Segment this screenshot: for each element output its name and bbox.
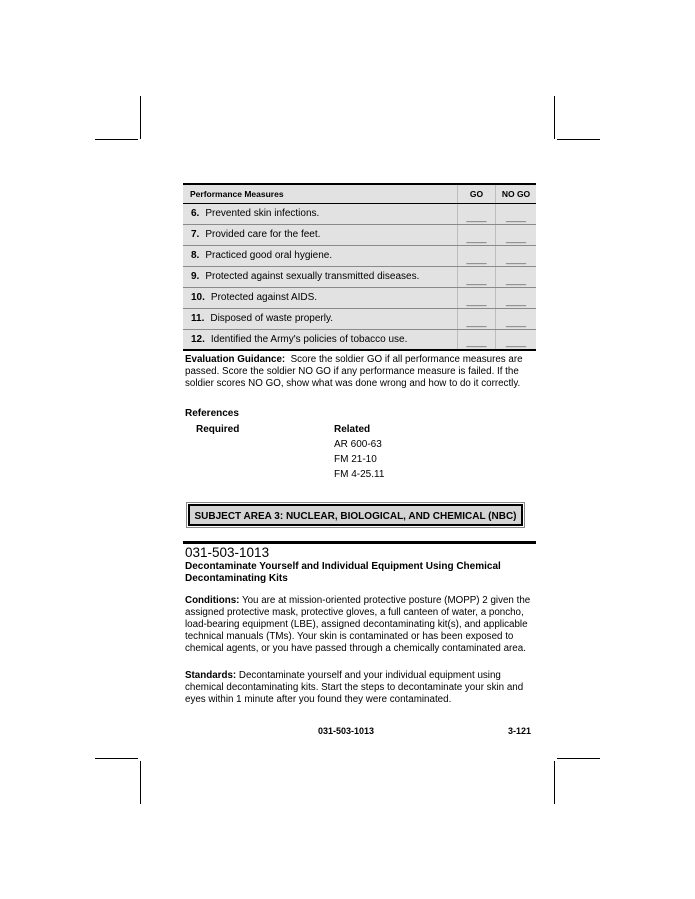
references-heading: References bbox=[185, 408, 239, 419]
go-blank: ____ bbox=[458, 287, 496, 308]
measure-number: 10. bbox=[191, 292, 205, 303]
page-number: 3-121 bbox=[508, 726, 532, 736]
related-reference: FM 4-25.11 bbox=[334, 469, 385, 480]
measure-header: Performance Measures bbox=[183, 184, 458, 203]
crop-mark bbox=[554, 761, 555, 804]
measure-cell bbox=[183, 287, 458, 308]
standards bbox=[185, 670, 535, 706]
measure-cell bbox=[183, 266, 458, 287]
go-blank: ____ bbox=[458, 224, 496, 245]
go-blank: ____ bbox=[458, 266, 496, 287]
measure-text: Prevented skin infections. bbox=[205, 208, 320, 219]
related-heading: Related bbox=[334, 424, 371, 435]
nogo-blank: ____ bbox=[496, 203, 537, 224]
measure-cell bbox=[183, 245, 458, 266]
conditions-label: Conditions: bbox=[185, 595, 240, 606]
task-number: 031-503-1013 bbox=[185, 545, 270, 560]
standards-text: Decontaminate yourself and your individual equipment using chemical decontaminating kits. Start the steps to decontaminate your skin and eyes within 1 minute after you found they were contaminated. bbox=[185, 670, 524, 705]
table-row bbox=[183, 329, 536, 350]
measure-number: 7. bbox=[191, 229, 200, 240]
related-reference: FM 21-10 bbox=[334, 454, 377, 465]
evaluation-label: Evaluation Guidance: bbox=[185, 354, 286, 365]
related-reference: AR 600-63 bbox=[334, 439, 382, 450]
standards-label: Standards: bbox=[185, 670, 237, 681]
task-title: Decontaminate Yourself and Individual Equipment Using Chemical Decontaminating Kits bbox=[185, 561, 501, 584]
measure-text: Disposed of waste properly. bbox=[210, 313, 334, 324]
table-row bbox=[183, 224, 536, 245]
conditions bbox=[185, 595, 535, 655]
task-divider bbox=[183, 541, 536, 544]
crop-mark bbox=[554, 96, 555, 139]
go-header: GO bbox=[458, 184, 496, 203]
evaluation-text: Score the soldier GO if all performance measures are passed. Score the soldier NO GO if any performance measure is failed. If the soldier scores NO GO, show what was done wrong and how to do it correctly. bbox=[185, 354, 523, 389]
measure-number: 8. bbox=[191, 250, 200, 261]
table-row bbox=[183, 203, 536, 224]
measure-number: 12. bbox=[191, 333, 205, 345]
footer-task-code: 031-503-1013 bbox=[318, 726, 375, 736]
nogo-blank: ____ bbox=[496, 224, 537, 245]
measure-text: Identified the Army's policies of tobacco use. bbox=[210, 333, 408, 345]
required-heading: Required bbox=[196, 424, 240, 435]
evaluation-guidance bbox=[185, 354, 535, 390]
performance-measures-table bbox=[183, 183, 536, 351]
measure-text: Protected against sexually transmitted diseases. bbox=[205, 271, 420, 282]
crop-mark bbox=[557, 758, 600, 759]
measure-cell bbox=[183, 329, 458, 350]
measure-cell bbox=[183, 308, 458, 329]
measure-text: Practiced good oral hygiene. bbox=[205, 250, 333, 261]
go-blank: ____ bbox=[458, 203, 496, 224]
go-blank: ____ bbox=[458, 329, 496, 350]
nogo-blank: ____ bbox=[496, 245, 537, 266]
crop-mark bbox=[95, 758, 138, 759]
table-header-row bbox=[183, 184, 536, 203]
nogo-header: NO GO bbox=[496, 184, 537, 203]
nogo-blank: ____ bbox=[496, 308, 537, 329]
measure-text: Protected against AIDS. bbox=[210, 292, 318, 303]
measure-number: 11. bbox=[191, 313, 205, 324]
measure-text: Provided care for the feet. bbox=[205, 229, 321, 240]
subject-area-banner: SUBJECT AREA 3: NUCLEAR, BIOLOGICAL, AND CHEMICAL (NBC) bbox=[188, 504, 523, 526]
nogo-blank: ____ bbox=[496, 266, 537, 287]
nogo-blank: ____ bbox=[496, 329, 537, 350]
table-row bbox=[183, 266, 536, 287]
table-row bbox=[183, 245, 536, 266]
table-row bbox=[183, 287, 536, 308]
measure-number: 6. bbox=[191, 208, 200, 219]
crop-mark bbox=[95, 139, 138, 140]
table-row bbox=[183, 308, 536, 329]
nogo-blank: ____ bbox=[496, 287, 537, 308]
crop-mark bbox=[557, 139, 600, 140]
measure-cell bbox=[183, 203, 458, 224]
go-blank: ____ bbox=[458, 245, 496, 266]
crop-mark bbox=[140, 761, 141, 804]
conditions-text: You are at mission-oriented protective posture (MOPP) 2 given the assigned protective mask, protective gloves, a full canteen of water, a poncho, load-bearing equipment (LBE), assigned decontaminating kit(s), and applicable technical manuals (TMs). Your skin is contaminated or has been exposed to chemical agents, or you have passed through a chemically contaminated area. bbox=[185, 595, 531, 654]
measure-cell bbox=[183, 224, 458, 245]
crop-mark bbox=[140, 96, 141, 139]
go-blank: ____ bbox=[458, 308, 496, 329]
measure-number: 9. bbox=[191, 271, 200, 282]
